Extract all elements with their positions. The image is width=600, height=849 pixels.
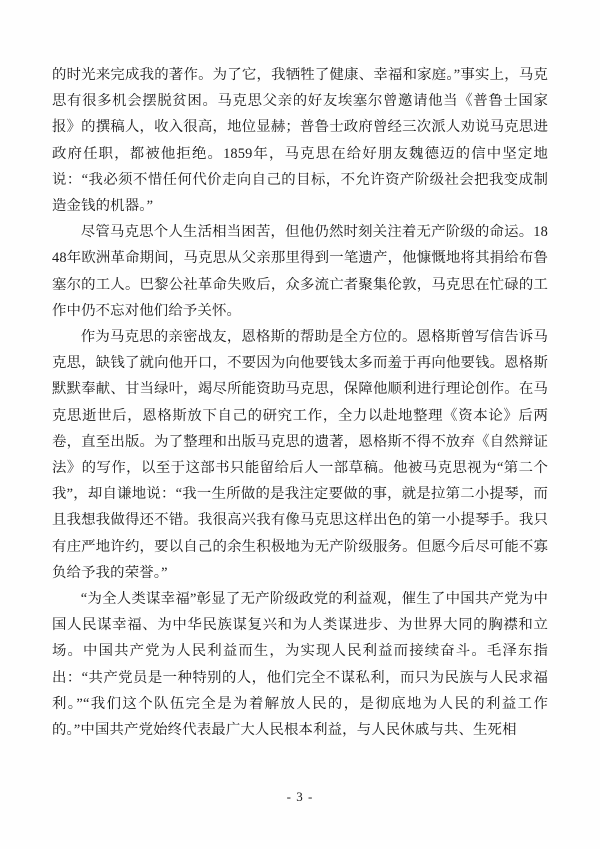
paragraph: 的时光来完成我的著作。为了它，我牺牲了健康、幸福和家庭。”事实上，马克思有很多机会摆脱贫困。马克思父亲的好友埃塞尔曾邀请他当《普鲁士国家报》的撰稿人，收入很高，地位显赫；普鲁士政府曾经三次派人劝说马克思进政府任职，都被他拒绝。1859年，马克思在给好朋友魏德迈的信中坚定地说：“我必须不惜任何代价走向自己的目标，不允许资产阶级社会把我变成制造金钱的机器。” <box>52 67 548 215</box>
paragraph: “为全人类谋幸福”彰显了无产阶级政党的利益观，催生了中国共产党为中国人民谋幸福、为中华民族谋复兴和为人类谋进步、为世界大同的胸襟和立场。中国共产党为人民利益而生，为实现人民利益而接续奋斗。毛泽东指出：“共产党员是一种特别的人，他们完全不谋私利，而只为民族与人民求福利。”“我们这个队伍完全是为着解放人民的，是彻底地为人民的利益工作的。”中国共产党始终代表最广大人民根本利益，与人民休戚与共、生死相 <box>52 591 548 739</box>
paragraph: 尽管马克思个人生活相当困苦，但他仍然时刻关注着无产阶级的命运。1848年欧洲革命期间，马克思从父亲那里得到一笔遗产，他慷慨地将其捐给布鲁塞尔的工人。巴黎公社革命失败后，众多流亡者聚集伦敦，马克思在忙碌的工作中仍不忘对他们给予关怀。 <box>52 224 548 319</box>
page-number: - 3 - <box>286 789 314 804</box>
paragraph: 作为马克思的亲密战友，恩格斯的帮助是全方位的。恩格斯曾写信告诉马克思，缺钱了就向他开口，不要因为向他要钱太多而羞于再向他要钱。恩格斯默默奉献、甘当绿叶，竭尽所能资助马克思，保障他顺利进行理论创作。在马克思逝世后，恩格斯放下自己的研究工作，全力以赴地整理《资本论》后两卷，直至出版。为了整理和出版马克思的遗著，恩格斯不得不放弃《自然辩证法》的写作，以至于这部书只能留给后人一部草稿。他被马克思视为“第二个我”，却自谦地说：“我一生所做的是我注定要做的事，就是拉第二小提琴，而且我想我做得还不错。我很高兴我有像马克思这样出色的第一小提琴手。我只有庄严地许约，要以自己的余生积极地为无产阶级服务。但愿今后尽可能不寡负给予我的荣誉。” <box>52 329 548 581</box>
document-body <box>52 62 548 789</box>
